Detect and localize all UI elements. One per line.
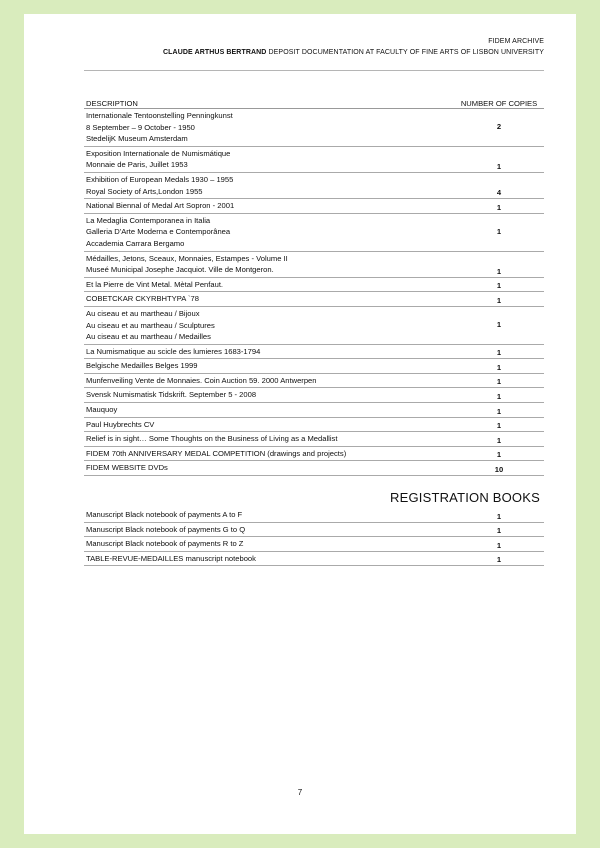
table-row: [84, 551, 544, 566]
copies-cell: 1: [452, 359, 544, 374]
copies-cell: 1: [452, 277, 544, 292]
description-line: COBETCKAR CKYRBHTYPA `78: [86, 294, 199, 304]
description-line: Médailles, Jetons, Sceaux, Monnaies, Estampes - Volume II: [86, 253, 288, 263]
table-row: [84, 388, 544, 403]
table-row: [84, 373, 544, 388]
copies-cell: 1: [452, 344, 544, 359]
description-cell: [84, 199, 452, 214]
description-line: Et la Pierre de Vint Metal. Mètal Penfaut.: [86, 279, 224, 289]
description-cell: [84, 292, 452, 307]
page-header: [163, 36, 544, 58]
copies-cell: 1: [452, 446, 544, 461]
table-row: [84, 403, 544, 418]
description-line: Galleria D'Arte Moderna e Contemporânea: [86, 227, 231, 237]
description-line: Munfenveiling Vente de Monnaies. Coin Auction 59. 2000 Antwerpen: [86, 375, 317, 385]
table-row: [84, 432, 544, 447]
table-row: [84, 417, 544, 432]
description-cell: [84, 508, 452, 522]
deposit-description: DEPOSIT DOCUMENTATION AT FACULTY OF FINE ARTS OF LISBON UNIVERSITY: [266, 49, 544, 56]
table-row: [84, 109, 544, 147]
description-line: 8 September – 9 October - 1950: [86, 122, 195, 132]
copies-cell: 1: [452, 551, 544, 566]
description-line: La Medaglia Contemporanea in Italia: [86, 215, 211, 225]
description-line: Paul Huybrechts CV: [86, 419, 155, 429]
description-cell: [84, 537, 452, 552]
table-row: [84, 199, 544, 214]
description-cell: [84, 251, 452, 277]
author-name: CLAUDE ARTHUS BERTRAND: [163, 49, 267, 56]
description-cell: [84, 172, 452, 198]
description-cell: [84, 306, 452, 344]
table-row: [84, 522, 544, 537]
description-cell: [84, 277, 452, 292]
description-cell: [84, 146, 452, 172]
description-column-header: DESCRIPTION: [84, 96, 452, 109]
copies-cell: 1: [452, 292, 544, 307]
copies-cell: 2: [452, 109, 544, 147]
table-row: [84, 446, 544, 461]
table-row: [84, 508, 544, 522]
registration-books-title: REGISTRATION BOOKS: [390, 490, 540, 505]
copies-cell: 1: [452, 508, 544, 522]
description-line: Exhibition of European Medals 1930 – 1955: [86, 174, 234, 184]
description-line: Internationale Tentoonstelling Penningkunst: [86, 111, 233, 120]
copies-cell: 1: [452, 388, 544, 403]
description-cell: [84, 388, 452, 403]
copies-cell: 10: [452, 461, 544, 476]
table-row: [84, 359, 544, 374]
description-cell: [84, 432, 452, 447]
copies-cell: 1: [452, 146, 544, 172]
description-line: La Numismatique au scicle des lumieres 1683-1794: [86, 346, 261, 356]
description-cell: [84, 461, 452, 476]
description-line: FIDEM WEBSITE DVDs: [86, 463, 168, 473]
table-row: [84, 172, 544, 198]
description-line: Manuscript Black notebook of payments G to Q: [86, 524, 246, 534]
copies-cell: 1: [452, 213, 544, 251]
description-cell: [84, 417, 452, 432]
table-row: [84, 146, 544, 172]
description-line: Relief is in sight… Some Thoughts on the Business of Living as a Medallist: [86, 434, 338, 444]
description-line: Au ciseau et au martheau / Sculptures: [86, 320, 215, 330]
description-cell: [84, 551, 452, 566]
table-row: [84, 251, 544, 277]
description-line: Manuscript Black notebook of payments R to Z: [86, 539, 244, 549]
document-page: [24, 14, 576, 834]
description-line: Accademia Carrara Bergamo: [86, 238, 185, 248]
page-number: 7: [297, 788, 303, 797]
copies-cell: 1: [452, 537, 544, 552]
registration-books-table: [84, 508, 544, 566]
copies-cell: 4: [452, 172, 544, 198]
description-line: Au ciseau et au martheau / Medailles: [86, 332, 211, 342]
documents-table: [84, 96, 544, 476]
copies-cell: 1: [452, 522, 544, 537]
description-cell: [84, 446, 452, 461]
description-cell: [84, 403, 452, 418]
description-line: Royal Society of Arts,London 1955: [86, 186, 203, 196]
description-cell: [84, 344, 452, 359]
copies-cell: 1: [452, 199, 544, 214]
table-row: [84, 537, 544, 552]
copies-cell: 1: [452, 417, 544, 432]
table-row: [84, 344, 544, 359]
description-line: StedelijK Museum Amsterdam: [86, 134, 188, 144]
description-line: Svensk Numismatisk Tidskrift. September 5 - 2008: [86, 390, 257, 400]
description-line: TABLE-REVUE-MEDAILLES manuscript notebook: [86, 553, 256, 563]
copies-column-header: NUMBER OF COPIES: [452, 96, 544, 109]
table-row: [84, 292, 544, 307]
description-line: FIDEM 70th ANNIVERSARY MEDAL COMPETITION (drawings and projects): [86, 448, 347, 458]
description-line: Manuscript Black notebook of payments A to F: [86, 510, 243, 519]
description-cell: [84, 373, 452, 388]
archive-title: FIDEM ARCHIVE: [488, 38, 544, 45]
copies-cell: 1: [452, 373, 544, 388]
copies-cell: 1: [452, 403, 544, 418]
header-divider: [84, 70, 544, 71]
description-cell: [84, 109, 452, 147]
description-cell: [84, 213, 452, 251]
description-line: Exposition Internationale de Numismátique: [86, 148, 231, 158]
table-row: [84, 306, 544, 344]
description-line: Belgische Medailles Belges 1999: [86, 361, 198, 371]
copies-cell: 1: [452, 432, 544, 447]
description-cell: [84, 359, 452, 374]
table-row: [84, 213, 544, 251]
copies-cell: 1: [452, 306, 544, 344]
description-line: Au ciseau et au martheau / Bijoux: [86, 308, 200, 318]
description-line: Museé Municipal Josephe Jacquiot. Ville de Montgeron.: [86, 265, 274, 275]
header-subtitle: [163, 47, 544, 58]
table-row: [84, 277, 544, 292]
description-line: Monnaie de Paris, Juillet 1953: [86, 160, 188, 170]
copies-cell: 1: [452, 251, 544, 277]
description-cell: [84, 522, 452, 537]
description-line: Mauquoy: [86, 405, 118, 415]
description-line: National Biennal of Medal Art Sopron - 2001: [86, 201, 235, 211]
table-row: [84, 461, 544, 476]
